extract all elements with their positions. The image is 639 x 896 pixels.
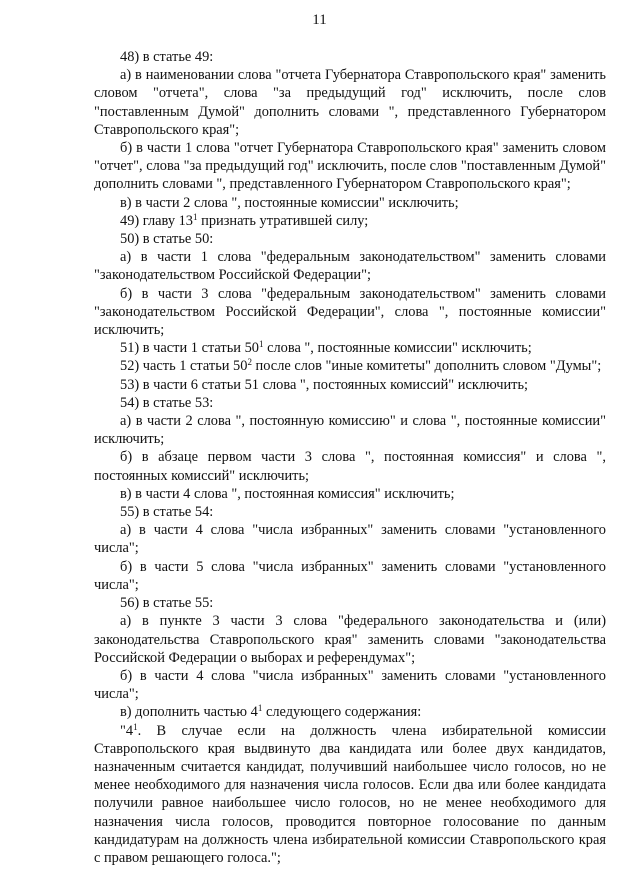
paragraph-text: 55) в статье 54: (120, 504, 214, 521)
paragraph (94, 722, 606, 868)
paragraph-text: 51) в части 1 статьи 50 (120, 340, 259, 357)
paragraph (94, 521, 606, 557)
paragraph-text: б) в части 1 слова "отчет Губернатора Ставропольского края" заменить словом "отчет", слова "за предыдущий год" исключить, после слов "поставленным Думой" дополнить словами ", представленного Губернатором Ставропольского края"; (94, 140, 606, 193)
superscript: 1 (133, 721, 138, 732)
paragraph (94, 612, 606, 667)
paragraph (94, 48, 606, 66)
paragraph (94, 394, 606, 412)
paragraph (94, 285, 606, 340)
paragraph (94, 485, 606, 503)
superscript: 1 (258, 339, 264, 350)
paragraph-text: б) в части 5 слова "числа избранных" заменить словами "установленного числа"; (94, 558, 606, 593)
paragraph-text: слова ", постоянные комиссии" исключить; (263, 340, 532, 357)
paragraph (94, 448, 606, 484)
paragraph-text: 56) в статье 55: (120, 595, 214, 612)
paragraph-text: 52) часть 1 статьи 50 (120, 358, 248, 375)
paragraph-text: в) дополнить частью 4 (120, 704, 258, 721)
paragraph (94, 339, 606, 357)
paragraph (94, 667, 606, 703)
paragraph-text: а) в части 4 слова "числа избранных" заменить словами "установленного числа"; (94, 522, 606, 557)
superscript: 1 (193, 211, 198, 222)
paragraph-text: б) в части 3 слова "федеральным законодательством" заменить словами "законодательством Российской Федерации", слова ", постоянные комиссии" исключить; (94, 285, 606, 339)
superscript: 2 (247, 357, 252, 368)
paragraph (94, 503, 606, 521)
paragraph (94, 703, 606, 721)
paragraph (94, 357, 606, 375)
paragraph-text: б) в абзаце первом части 3 слова ", постоянная комиссия" и слова ", постоянных комиссий" исключить; (94, 449, 606, 484)
superscript: 1 (257, 703, 263, 714)
paragraph-text: 49) главу 13 (120, 212, 194, 229)
paragraph-text: а) в наименовании слова "отчета Губернатора Ставропольского края" заменить словом "отчета", слова "за предыдущий год" исключить, после слов "поставленным Думой" дополнить словами ", представленного Губернатором Ставропольского края"; (94, 67, 606, 138)
paragraph-text: 48) в статье 49: (120, 49, 214, 65)
paragraph (94, 594, 606, 612)
paragraph (94, 376, 606, 394)
paragraph (94, 412, 606, 448)
paragraph-text: после слов "иные комитеты" дополнить словом "Думы"; (251, 358, 602, 375)
paragraph-text: а) в части 1 слова "федеральным законодательством" заменить словами "законодательством Российской Федерации"; (94, 249, 606, 284)
paragraph (94, 248, 606, 284)
paragraph-text: а) в пункте 3 части 3 слова "федерального законодательства и (или) законодательства Ставропольского края" заменить словами "законодательства Российской Федерации о выборах и референдумах"; (94, 613, 606, 666)
paragraph-text: в) в части 4 слова ", постоянная комиссия" исключить; (120, 485, 455, 502)
paragraph-text: а) в части 2 слова ", постоянную комиссию" и слова ", постоянные комиссии" исключить; (94, 413, 606, 448)
paragraph (94, 66, 606, 139)
paragraph-text: 50) в статье 50: (120, 231, 214, 248)
document-body (94, 48, 606, 867)
paragraph-text: 54) в статье 53: (120, 394, 214, 411)
paragraph-text: признать утратившей силу; (197, 212, 369, 229)
paragraph (94, 558, 606, 594)
paragraph (94, 212, 606, 230)
paragraph (94, 194, 606, 212)
paragraph-text: в) в части 2 слова ", постоянные комиссии" исключить; (120, 194, 459, 211)
paragraph-text: б) в части 4 слова "числа избранных" заменить словами "установленного числа"; (94, 667, 606, 703)
paragraph-text: следующего содержания: (262, 704, 422, 721)
paragraph (94, 139, 606, 194)
paragraph (94, 230, 606, 248)
paragraph-text: . В случае если на должность члена избирательной комиссии Ставропольского края выдвинуто два кандидата или более двух кандидатов, назначенным считается кандидат, получивший наибольшее число голосов, но не менее необходимого для назначения числа голосов. Если два или более кандидата получили равное наибольшее число голосов, но не менее необходимого для назначения числа голосов, проводится повторное голосование по данным кандидатурам на должность члена избирательной комиссии Ставропольского края с правом решающего голоса."; (94, 722, 606, 866)
paragraph-text: "4 (120, 722, 134, 739)
paragraph-text: 53) в части 6 статьи 51 слова ", постоянных комиссий" исключить; (120, 376, 529, 393)
page-number: 11 (312, 12, 327, 28)
